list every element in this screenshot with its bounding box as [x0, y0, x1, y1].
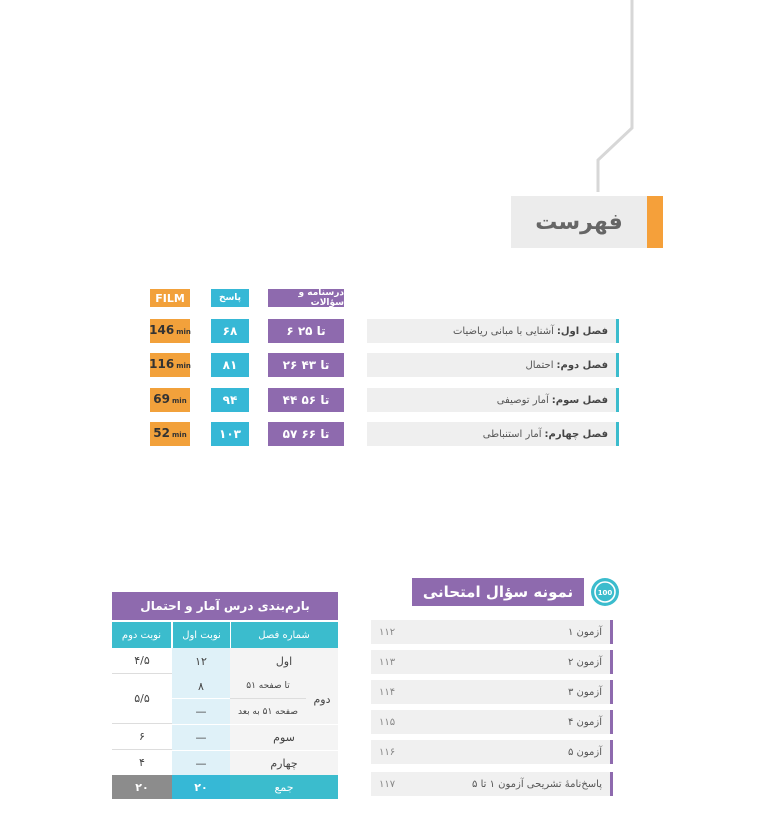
decorative-line: [590, 0, 640, 195]
chapter-cell: سوم: [230, 724, 338, 750]
answer-page: ۶۸: [211, 319, 249, 343]
page-title: فهرست: [511, 196, 647, 248]
first-term-score: —: [172, 750, 230, 775]
exam-label: آزمون ۳: [567, 686, 602, 698]
exam-label: آزمون ۲: [567, 656, 602, 668]
film-unit: min: [172, 431, 187, 439]
chapter-label: فصل دوم:: [556, 359, 608, 371]
first-term-header: نوبت اول: [172, 622, 231, 648]
questions-range: ۶ تا ۲۵: [268, 319, 344, 343]
chapter-topic: آشنایی با مبانی ریاضیات: [452, 325, 554, 337]
chapter-number-header: شماره فصل: [230, 622, 338, 648]
film-minutes: 146: [149, 323, 175, 337]
film-unit: min: [176, 362, 191, 370]
total-label: جمع: [230, 775, 338, 799]
chapter-label: فصل چهارم:: [544, 428, 608, 440]
exam-page: ۱۱۳: [379, 656, 396, 668]
film-duration: [150, 353, 190, 377]
exam-label: آزمون ۵: [567, 746, 602, 758]
questions-range: ۵۷ تا ۶۶: [268, 422, 344, 446]
exam-page: ۱۱۷: [379, 778, 396, 790]
chapter-row[interactable]: [367, 388, 619, 412]
second-term-score: ۴: [112, 750, 172, 775]
film-duration: [150, 388, 190, 412]
first-term-score: —: [172, 699, 230, 724]
first-term-score: —: [172, 724, 230, 750]
exam-row[interactable]: [371, 772, 613, 796]
answer-page: ۹۴: [211, 388, 249, 412]
film-unit: min: [172, 397, 187, 405]
chapter-cell: اول: [230, 648, 338, 674]
film-header: FILM: [150, 289, 190, 307]
film-minutes: 69: [153, 392, 170, 406]
film-minutes: 116: [149, 357, 175, 371]
exam-row[interactable]: [371, 710, 613, 734]
chapter-row[interactable]: [367, 319, 619, 343]
film-minutes: 52: [153, 426, 170, 440]
chapter-row[interactable]: [367, 422, 619, 446]
exam-page: ۱۱۶: [379, 746, 396, 758]
exam-page: ۱۱۴: [379, 686, 396, 698]
first-term-score: ۱۲: [172, 648, 230, 674]
second-term-score: ۵/۵: [112, 674, 172, 724]
chapter-cell: دوم: [306, 674, 338, 724]
first-term-score: ۸: [172, 674, 230, 699]
exam-badge-text: 100: [597, 589, 613, 597]
exam-row[interactable]: [371, 620, 613, 644]
chapter-topic: احتمال: [525, 359, 554, 371]
answer-page: ۸۱: [211, 353, 249, 377]
exam-page: ۱۱۵: [379, 716, 396, 728]
exam-badge-icon: [591, 578, 619, 606]
title-accent-bar: [647, 196, 663, 248]
score-table-title: بارم‌بندی درس آمار و احتمال: [112, 592, 338, 620]
second-term-header: نوبت دوم: [112, 622, 171, 648]
sub-chapter-cell: تا صفحه ۵۱: [230, 674, 306, 699]
chapter-cell: چهارم: [230, 750, 338, 775]
film-duration: [150, 319, 190, 343]
film-duration: [150, 422, 190, 446]
exam-section-title: نمونه سؤال امتحانی: [412, 578, 584, 606]
second-term-score: ۶: [112, 724, 172, 750]
chapter-topic: آمار توصیفی: [496, 394, 549, 406]
chapter-label: فصل اول:: [556, 325, 608, 337]
chapter-topic: آمار استنباطی: [482, 428, 542, 440]
exam-label: آزمون ۱: [567, 626, 602, 638]
second-term-score: ۴/۵: [112, 648, 172, 674]
questions-range: ۲۶ تا ۴۳: [268, 353, 344, 377]
answer-header: پاسخ: [211, 289, 249, 307]
exam-row[interactable]: [371, 650, 613, 674]
exam-label: آزمون ۴: [567, 716, 602, 728]
answer-page: ۱۰۳: [211, 422, 249, 446]
exam-row[interactable]: [371, 740, 613, 764]
film-unit: min: [176, 328, 191, 336]
exam-label: پاسخ‌نامهٔ تشریحی آزمون ۱ تا ۵: [472, 778, 602, 790]
second-term-total: ۲۰: [112, 775, 172, 799]
exam-page: ۱۱۲: [379, 626, 396, 638]
questions-header: درسنامه و سؤالات: [268, 289, 344, 307]
sub-chapter-cell: صفحه ۵۱ به بعد: [230, 699, 306, 724]
chapter-row[interactable]: [367, 353, 619, 377]
first-term-total: ۲۰: [172, 775, 230, 799]
exam-row[interactable]: [371, 680, 613, 704]
chapter-label: فصل سوم:: [551, 394, 608, 406]
questions-range: ۴۴ تا ۵۶: [268, 388, 344, 412]
